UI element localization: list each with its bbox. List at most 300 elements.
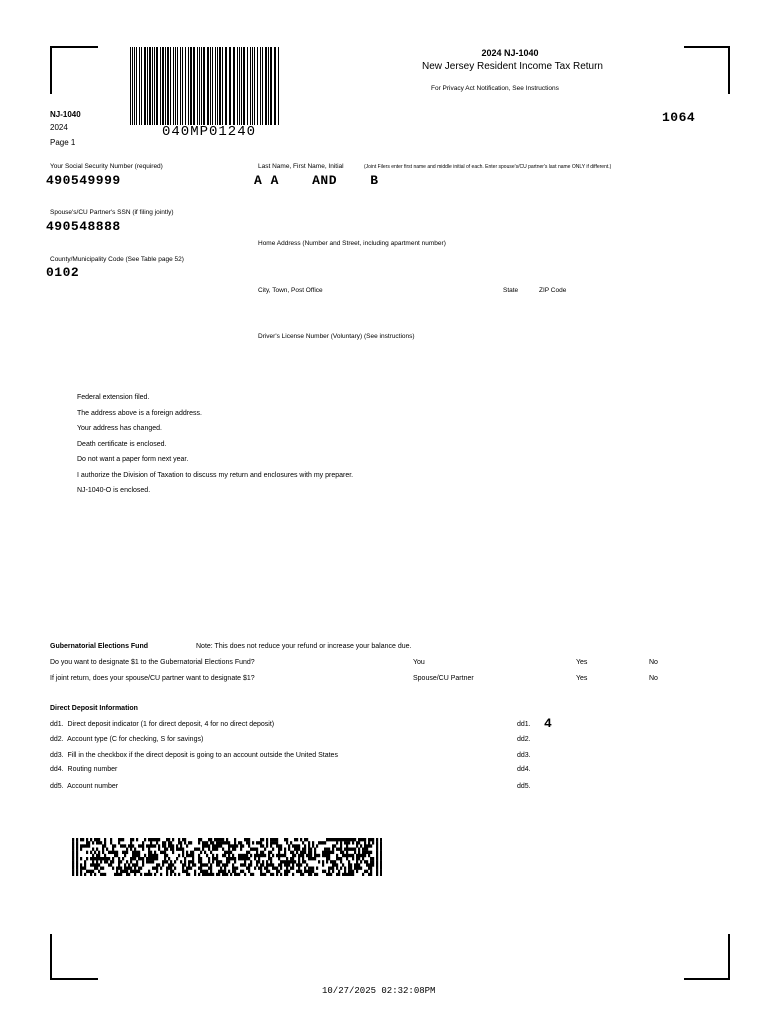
pdf417-module xyxy=(212,841,214,844)
pdf417-module xyxy=(256,863,258,866)
county-value[interactable]: 0102 xyxy=(46,265,80,280)
pdf417-module xyxy=(148,873,150,876)
pdf417-module xyxy=(340,844,342,847)
pdf417-module xyxy=(104,857,106,860)
pdf417-module xyxy=(312,844,314,847)
pdf417-module xyxy=(164,857,166,860)
pdf417-module xyxy=(376,841,378,844)
pdf417-module xyxy=(346,838,348,841)
pdf417-module xyxy=(298,857,300,860)
pdf417-module xyxy=(214,857,216,860)
pdf417-module xyxy=(268,854,270,857)
pdf417-module xyxy=(228,870,230,873)
pdf417-module xyxy=(366,851,368,854)
pdf417-module xyxy=(344,873,346,876)
pdf417-module xyxy=(122,844,124,847)
pdf417-module xyxy=(270,860,272,863)
pdf417-module xyxy=(248,870,250,873)
pdf417-module xyxy=(376,873,378,876)
pdf417-module xyxy=(118,873,120,876)
pdf417-module xyxy=(120,867,122,870)
pdf417-module xyxy=(332,838,334,841)
pdf417-module xyxy=(376,854,378,857)
pdf417-module xyxy=(148,844,150,847)
pdf417-module xyxy=(348,848,350,851)
pdf417-module xyxy=(278,854,280,857)
pdf417-module xyxy=(288,860,290,863)
pdf417-module xyxy=(270,857,272,860)
pdf417-module xyxy=(76,873,78,876)
pdf417-module xyxy=(82,838,84,841)
pdf417-module xyxy=(340,838,342,841)
pdf417-module xyxy=(136,860,138,863)
pdf417-module xyxy=(154,844,156,847)
pdf417-module xyxy=(344,841,346,844)
pdf417-module xyxy=(352,873,354,876)
pdf417-module xyxy=(360,854,362,857)
pdf417-module xyxy=(376,848,378,851)
pdf417-module xyxy=(380,867,382,870)
pdf417-module xyxy=(356,841,358,844)
pdf417-module xyxy=(326,860,328,863)
pdf417-module xyxy=(112,851,114,854)
pdf417-module xyxy=(212,844,214,847)
pdf417-module xyxy=(156,838,158,841)
pdf417-module xyxy=(308,851,310,854)
pdf417-module xyxy=(310,848,312,851)
pdf417-module xyxy=(166,838,168,841)
pdf417-module xyxy=(310,873,312,876)
pdf417-module xyxy=(72,851,74,854)
pdf417-module xyxy=(336,838,338,841)
pdf417-module xyxy=(126,848,128,851)
pdf417-module xyxy=(234,870,236,873)
pdf417-module xyxy=(94,867,96,870)
pdf417-module xyxy=(216,863,218,866)
pdf417-module xyxy=(166,848,168,851)
pdf417-module xyxy=(246,851,248,854)
pdf417-module xyxy=(358,867,360,870)
pdf417-module xyxy=(242,857,244,860)
pdf417-module xyxy=(180,844,182,847)
pdf417-module xyxy=(258,867,260,870)
pdf417-module xyxy=(256,851,258,854)
pdf417-module xyxy=(248,841,250,844)
pdf417-module xyxy=(356,857,358,860)
name-value[interactable]: A A AND B xyxy=(254,173,379,188)
pdf417-module xyxy=(116,873,118,876)
pdf417-module xyxy=(92,857,94,860)
pdf417-module xyxy=(208,844,210,847)
pdf417-module xyxy=(300,851,302,854)
pdf417-module xyxy=(292,854,294,857)
pdf417-module xyxy=(330,867,332,870)
pdf417-module xyxy=(302,860,304,863)
pdf417-module xyxy=(356,854,358,857)
pdf417-module xyxy=(242,870,244,873)
pdf417-module xyxy=(120,838,122,841)
pdf417-module xyxy=(238,841,240,844)
pdf417-module xyxy=(234,860,236,863)
pdf417-module xyxy=(232,863,234,866)
pdf417-module xyxy=(336,854,338,857)
pdf417-module xyxy=(184,860,186,863)
pdf417-module xyxy=(370,838,372,841)
pdf417-module xyxy=(364,841,366,844)
pdf417-module xyxy=(206,863,208,866)
pdf417-module xyxy=(208,873,210,876)
pdf417-module xyxy=(342,863,344,866)
pdf417-module xyxy=(254,848,256,851)
pdf417-module xyxy=(302,841,304,844)
pdf417-module xyxy=(210,841,212,844)
pdf417-module xyxy=(352,838,354,841)
footer-timestamp: 10/27/2025 02:32:08PM xyxy=(322,986,436,996)
pdf417-module xyxy=(152,860,154,863)
pdf417-module xyxy=(198,838,200,841)
pdf417-module xyxy=(198,857,200,860)
pdf417-module xyxy=(332,848,334,851)
pdf417-module xyxy=(310,857,312,860)
pdf417-module xyxy=(244,860,246,863)
pdf417-module xyxy=(132,870,134,873)
pdf417-module xyxy=(206,870,208,873)
pdf417-module xyxy=(268,851,270,854)
checkbox-death-certificate[interactable]: Death certificate is enclosed. xyxy=(77,440,167,448)
pdf417-module xyxy=(94,873,96,876)
pdf417-module xyxy=(328,854,330,857)
pdf417-module xyxy=(216,844,218,847)
pdf417-module xyxy=(98,863,100,866)
pdf417-module xyxy=(202,873,204,876)
pdf417-module xyxy=(146,844,148,847)
pdf417-module xyxy=(216,841,218,844)
pdf417-module xyxy=(222,838,224,841)
pdf417-module xyxy=(194,870,196,873)
pdf417-module xyxy=(114,854,116,857)
pdf417-module xyxy=(364,838,366,841)
pdf417-module xyxy=(302,854,304,857)
pdf417-module xyxy=(322,860,324,863)
pdf417-module xyxy=(198,841,200,844)
pdf417-module xyxy=(300,870,302,873)
pdf417-module xyxy=(80,870,82,873)
deposit-row-code: dd2. xyxy=(517,736,531,743)
pdf417-module xyxy=(98,841,100,844)
pdf417-module xyxy=(184,841,186,844)
pdf417-module xyxy=(80,867,82,870)
pdf417-module xyxy=(146,860,148,863)
pdf417-module xyxy=(240,870,242,873)
pdf417-module xyxy=(156,854,158,857)
pdf417-module xyxy=(84,860,86,863)
pdf417-module xyxy=(152,838,154,841)
pdf417-module xyxy=(170,860,172,863)
pdf417-module xyxy=(354,851,356,854)
pdf417-module xyxy=(280,867,282,870)
pdf417-module xyxy=(208,860,210,863)
pdf417-module xyxy=(114,844,116,847)
pdf417-module xyxy=(336,848,338,851)
elections-q2-no[interactable]: No xyxy=(649,675,658,682)
pdf417-module xyxy=(150,844,152,847)
name-label: Last Name, First Name, Initial xyxy=(258,163,344,170)
pdf417-module xyxy=(338,873,340,876)
pdf417-module xyxy=(150,851,152,854)
corner-mark-bottom-right xyxy=(684,934,730,980)
pdf417-module xyxy=(304,848,306,851)
pdf417-module xyxy=(196,848,198,851)
privacy-note: For Privacy Act Notification, See Instructions xyxy=(431,85,559,92)
pdf417-module xyxy=(202,844,204,847)
pdf417-module xyxy=(94,851,96,854)
pdf417-module xyxy=(296,844,298,847)
checkbox-nj1040o-enclosed[interactable]: NJ-1040-O is enclosed. xyxy=(77,487,151,494)
pdf417-module xyxy=(144,838,146,841)
pdf417-module xyxy=(132,854,134,857)
pdf417-module xyxy=(126,873,128,876)
pdf417-module xyxy=(266,867,268,870)
elections-q2-yes[interactable]: Yes xyxy=(576,675,588,682)
pdf417-module xyxy=(96,854,98,857)
pdf417-module xyxy=(288,848,290,851)
pdf417-module xyxy=(280,863,282,866)
pdf417-module xyxy=(82,867,84,870)
pdf417-module xyxy=(338,857,340,860)
pdf417-module xyxy=(316,873,318,876)
elections-q1-no[interactable]: No xyxy=(649,659,658,666)
deposit-row-code: dd1. xyxy=(517,721,531,728)
pdf417-module xyxy=(328,838,330,841)
pdf417-module xyxy=(198,854,200,857)
pdf417-module xyxy=(246,854,248,857)
pdf417-module xyxy=(260,870,262,873)
pdf417-module xyxy=(84,863,86,866)
form-title: 2024 NJ-1040 xyxy=(481,48,539,58)
pdf417-module xyxy=(102,857,104,860)
pdf417-module xyxy=(368,841,370,844)
address-label: Home Address (Number and Street, including apartment number) xyxy=(258,240,446,247)
pdf417-module xyxy=(224,867,226,870)
pdf417-module xyxy=(234,844,236,847)
checkbox-address-changed[interactable]: Your address has changed. xyxy=(77,425,162,432)
pdf417-module xyxy=(278,848,280,851)
pdf417-module xyxy=(124,854,126,857)
pdf417-module xyxy=(292,844,294,847)
pdf417-module xyxy=(350,870,352,873)
pdf417-module xyxy=(144,854,146,857)
deposit-row-label: dd2. Account type (C for checking, S for savings) xyxy=(50,736,204,743)
checkbox-no-paper-form[interactable]: Do not want a paper form next year. xyxy=(77,456,189,463)
pdf417-module xyxy=(222,870,224,873)
pdf417-module xyxy=(166,870,168,873)
pdf417-module xyxy=(202,863,204,866)
pdf417-module xyxy=(200,867,202,870)
pdf417-module xyxy=(244,854,246,857)
pdf417-module xyxy=(364,851,366,854)
pdf417-module xyxy=(302,857,304,860)
pdf417-module xyxy=(118,860,120,863)
pdf417-module xyxy=(114,873,116,876)
elections-q2-who: Spouse/CU Partner xyxy=(413,675,474,682)
pdf417-module xyxy=(310,854,312,857)
pdf417-module xyxy=(270,841,272,844)
pdf417-module xyxy=(110,851,112,854)
pdf417-module xyxy=(322,851,324,854)
pdf417-module xyxy=(144,873,146,876)
elections-q1-yes[interactable]: Yes xyxy=(576,659,588,666)
name-note: (Joint Filers enter first name and middle initial of each. Enter spouse's/CU partner's last name ONLY if different.) xyxy=(364,164,612,170)
pdf417-module xyxy=(220,870,222,873)
pdf417-module xyxy=(370,870,372,873)
pdf417-module xyxy=(184,863,186,866)
checkbox-authorize-preparer[interactable]: I authorize the Division of Taxation to discuss my return and enclosures with my preparer. xyxy=(77,471,354,479)
pdf417-module xyxy=(128,867,130,870)
pdf417-module xyxy=(116,867,118,870)
pdf417-module xyxy=(282,854,284,857)
pdf417-module xyxy=(364,860,366,863)
pdf417-module xyxy=(148,860,150,863)
pdf417-module xyxy=(162,841,164,844)
pdf417-module xyxy=(308,848,310,851)
pdf417-module xyxy=(302,851,304,854)
pdf417-module xyxy=(164,851,166,854)
pdf417-module xyxy=(234,873,236,876)
form-code: 1064 xyxy=(662,110,696,125)
pdf417-module xyxy=(92,841,94,844)
checkbox-foreign-address[interactable]: The address above is a foreign address. xyxy=(77,409,202,417)
pdf417-module xyxy=(178,873,180,876)
pdf417-module xyxy=(126,860,128,863)
pdf417-module xyxy=(98,854,100,857)
pdf417-module xyxy=(200,860,202,863)
pdf417-module xyxy=(352,848,354,851)
pdf417-module xyxy=(168,863,170,866)
pdf417-module xyxy=(216,854,218,857)
pdf417-module xyxy=(298,863,300,866)
pdf417-module xyxy=(324,851,326,854)
pdf417-module xyxy=(230,873,232,876)
pdf417-module xyxy=(98,838,100,841)
pdf417-module xyxy=(340,851,342,854)
pdf417-module xyxy=(276,854,278,857)
pdf417-module xyxy=(210,838,212,841)
checkbox-federal-extension[interactable]: Federal extension filed. xyxy=(77,394,150,401)
deposit-heading: Direct Deposit Information xyxy=(50,705,138,712)
pdf417-module xyxy=(234,857,236,860)
pdf417-module xyxy=(96,863,98,866)
pdf417-module xyxy=(142,844,144,847)
pdf417-module xyxy=(106,860,108,863)
pdf417-module xyxy=(328,851,330,854)
pdf417-module xyxy=(118,867,120,870)
pdf417-module xyxy=(220,838,222,841)
pdf417-module xyxy=(104,873,106,876)
pdf417-module xyxy=(336,841,338,844)
pdf417-module xyxy=(126,851,128,854)
pdf417-module xyxy=(354,848,356,851)
pdf417-module xyxy=(260,844,262,847)
pdf417-module xyxy=(112,867,114,870)
pdf417-module xyxy=(328,870,330,873)
pdf417-module xyxy=(264,848,266,851)
pdf417-module xyxy=(358,863,360,866)
pdf417-module xyxy=(200,857,202,860)
pdf417-module xyxy=(246,838,248,841)
pdf417-module xyxy=(72,848,74,851)
pdf417-module xyxy=(138,844,140,847)
pdf417-module xyxy=(288,870,290,873)
pdf417-module xyxy=(96,867,98,870)
pdf417-module xyxy=(132,863,134,866)
pdf417-module xyxy=(200,870,202,873)
pdf417-module xyxy=(178,848,180,851)
pdf417-module xyxy=(148,854,150,857)
pdf417-module xyxy=(248,857,250,860)
pdf417-module xyxy=(272,848,274,851)
pdf417-module xyxy=(262,844,264,847)
pdf417-module xyxy=(372,860,374,863)
pdf417-module xyxy=(172,851,174,854)
pdf417-module xyxy=(168,841,170,844)
pdf417-module xyxy=(76,851,78,854)
pdf417-module xyxy=(162,851,164,854)
pdf417-module xyxy=(90,870,92,873)
pdf417-module xyxy=(142,848,144,851)
pdf417-module xyxy=(190,860,192,863)
pdf417-module xyxy=(212,860,214,863)
pdf417-module xyxy=(112,857,114,860)
pdf417-module xyxy=(300,873,302,876)
deposit-row-label: dd1. Direct deposit indicator (1 for direct deposit, 4 for no direct deposit) xyxy=(50,721,275,728)
deposit-row-value[interactable]: 4 xyxy=(544,716,553,731)
pdf417-module xyxy=(340,841,342,844)
pdf417-module xyxy=(266,860,268,863)
pdf417-module xyxy=(344,848,346,851)
pdf417-module xyxy=(116,851,118,854)
pdf417-module xyxy=(158,848,160,851)
pdf417-module xyxy=(92,863,94,866)
pdf417-module xyxy=(272,854,274,857)
pdf417-module xyxy=(228,844,230,847)
pdf417-module xyxy=(260,867,262,870)
ssn-value[interactable]: 490549999 xyxy=(46,173,121,188)
pdf417-module xyxy=(264,873,266,876)
pdf417-module xyxy=(276,841,278,844)
pdf417-module xyxy=(220,867,222,870)
pdf417-module xyxy=(232,857,234,860)
pdf417-module xyxy=(88,870,90,873)
pdf417-module xyxy=(172,870,174,873)
pdf417-module xyxy=(296,870,298,873)
pdf417-module xyxy=(290,851,292,854)
pdf417-module xyxy=(128,863,130,866)
pdf417-module xyxy=(380,838,382,841)
pdf417-module xyxy=(80,844,82,847)
pdf417-module xyxy=(322,863,324,866)
pdf417-module xyxy=(370,844,372,847)
pdf417-module xyxy=(156,857,158,860)
spouse-ssn-value[interactable]: 490548888 xyxy=(46,219,121,234)
pdf417-module xyxy=(346,854,348,857)
pdf417-module xyxy=(368,863,370,866)
pdf417-module xyxy=(310,870,312,873)
pdf417-module xyxy=(108,851,110,854)
county-label: County/Municipality Code (See Table page 52) xyxy=(50,256,184,263)
pdf417-module xyxy=(194,873,196,876)
pdf417-module xyxy=(210,873,212,876)
pdf417-module xyxy=(202,848,204,851)
